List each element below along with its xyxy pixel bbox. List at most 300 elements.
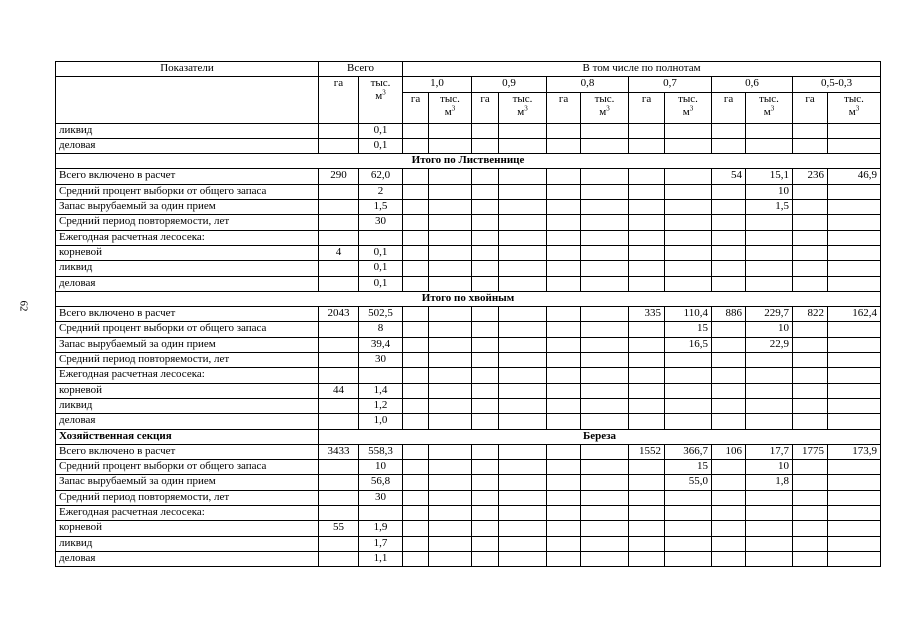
table-cell <box>499 215 547 230</box>
table-cell <box>581 536 629 551</box>
table-row <box>56 460 881 475</box>
table-cell: 30 <box>359 353 403 368</box>
table-cell <box>499 200 547 215</box>
table-row <box>56 490 881 505</box>
table-cell: 15,1 <box>746 169 793 184</box>
table-cell <box>429 475 472 490</box>
table-cell <box>403 123 429 138</box>
table-cell <box>712 506 746 521</box>
table-cell: 1,8 <box>746 475 793 490</box>
table-cell <box>472 506 499 521</box>
table-row <box>56 138 881 153</box>
table-cell <box>665 215 712 230</box>
header-total-volume: тыс. $м^3$ <box>359 77 403 123</box>
table-cell <box>319 506 359 521</box>
table-cell: 1,7 <box>359 536 403 551</box>
table-cell <box>472 322 499 337</box>
table-cell <box>712 245 746 260</box>
table-cell <box>547 521 581 536</box>
table-cell <box>793 337 828 352</box>
table-cell <box>712 490 746 505</box>
table-cell <box>429 276 472 291</box>
row-label: Запас вырубаемый за один прием <box>56 200 319 215</box>
header-unit-ha: га <box>712 92 746 123</box>
table-cell <box>629 383 665 398</box>
table-cell <box>581 276 629 291</box>
table-cell <box>665 506 712 521</box>
table-cell <box>319 184 359 199</box>
table-cell <box>429 368 472 383</box>
table-cell <box>746 383 793 398</box>
table-cell <box>629 475 665 490</box>
table-cell <box>581 460 629 475</box>
table-cell <box>793 383 828 398</box>
table-cell: 10 <box>746 322 793 337</box>
table-cell: 366,7 <box>665 444 712 459</box>
table-row <box>56 276 881 291</box>
row-label: ликвид <box>56 536 319 551</box>
table-row <box>56 506 881 521</box>
table-cell <box>403 383 429 398</box>
table-cell <box>499 245 547 260</box>
table-cell <box>547 414 581 429</box>
table-cell <box>746 123 793 138</box>
section-row <box>56 429 881 444</box>
table-cell <box>712 398 746 413</box>
table-cell <box>746 138 793 153</box>
table-cell <box>581 230 629 245</box>
table-cell <box>665 398 712 413</box>
table-cell <box>403 245 429 260</box>
table-cell <box>712 230 746 245</box>
table-cell <box>429 215 472 230</box>
table-cell <box>665 184 712 199</box>
header-density-1: 1,0 <box>403 77 472 92</box>
section-title: Итого по Лиственнице <box>56 154 881 169</box>
table-cell <box>499 475 547 490</box>
table-cell <box>499 490 547 505</box>
header-unit-ha: га <box>403 92 429 123</box>
table-cell <box>828 506 881 521</box>
table-cell <box>712 383 746 398</box>
row-label: Средний процент выборки от общего запаса <box>56 184 319 199</box>
row-label: деловая <box>56 276 319 291</box>
table-cell <box>499 184 547 199</box>
header-unit-ha: га <box>472 92 499 123</box>
table-cell <box>629 368 665 383</box>
table-cell <box>319 215 359 230</box>
table-cell <box>319 490 359 505</box>
table-cell <box>828 322 881 337</box>
table-cell <box>429 460 472 475</box>
table-cell: 1775 <box>793 444 828 459</box>
table-cell <box>499 551 547 566</box>
table-row <box>56 245 881 260</box>
row-label: корневой <box>56 521 319 536</box>
table-cell <box>547 475 581 490</box>
table-row <box>56 368 881 383</box>
table-cell <box>712 200 746 215</box>
table-cell <box>581 169 629 184</box>
table-cell <box>629 230 665 245</box>
table-row <box>56 322 881 337</box>
table-cell <box>828 230 881 245</box>
header-unit-ha: га <box>547 92 581 123</box>
table-cell <box>472 123 499 138</box>
table-cell: 502,5 <box>359 307 403 322</box>
table-cell: 39,4 <box>359 337 403 352</box>
table-cell <box>319 475 359 490</box>
row-label: деловая <box>56 414 319 429</box>
table-cell <box>359 230 403 245</box>
table-cell <box>629 261 665 276</box>
table-cell <box>746 245 793 260</box>
table-cell <box>547 123 581 138</box>
table-cell: 4 <box>319 245 359 260</box>
table-cell: 1552 <box>629 444 665 459</box>
table-cell <box>472 230 499 245</box>
table-cell <box>429 123 472 138</box>
table-cell <box>472 398 499 413</box>
table-cell <box>403 475 429 490</box>
table-cell <box>547 184 581 199</box>
table-cell <box>665 276 712 291</box>
table-row <box>56 230 881 245</box>
table-cell: 8 <box>359 322 403 337</box>
table-cell <box>429 551 472 566</box>
row-label: деловая <box>56 138 319 153</box>
table-cell: 1,5 <box>746 200 793 215</box>
table-cell <box>793 200 828 215</box>
header-density-2: 0,9 <box>472 77 547 92</box>
table-cell <box>828 475 881 490</box>
table-cell: 106 <box>712 444 746 459</box>
table-cell <box>793 138 828 153</box>
table-cell <box>746 230 793 245</box>
table-cell <box>665 261 712 276</box>
table-row <box>56 337 881 352</box>
header-unit-ha: га <box>793 92 828 123</box>
table-cell <box>665 123 712 138</box>
table-cell <box>629 536 665 551</box>
table-cell: 1,2 <box>359 398 403 413</box>
table-cell <box>403 322 429 337</box>
table-cell <box>746 398 793 413</box>
table-cell <box>429 307 472 322</box>
table-cell: 55 <box>319 521 359 536</box>
section-row <box>56 291 881 306</box>
table-cell <box>403 215 429 230</box>
table-cell <box>828 536 881 551</box>
header-unit-ha: га <box>629 92 665 123</box>
table-cell <box>429 138 472 153</box>
table-cell <box>472 307 499 322</box>
table-cell <box>499 123 547 138</box>
table-cell <box>629 398 665 413</box>
table-cell <box>712 475 746 490</box>
table-cell <box>581 138 629 153</box>
header-row-1 <box>56 62 881 77</box>
table-cell <box>472 444 499 459</box>
table-cell <box>712 261 746 276</box>
table-cell <box>499 368 547 383</box>
table-cell <box>793 536 828 551</box>
table-cell <box>828 414 881 429</box>
header-unit-volume: тыс. $м^3$ <box>746 92 793 123</box>
table-cell <box>472 383 499 398</box>
row-label: Ежегодная расчетная лесосека: <box>56 230 319 245</box>
table-cell <box>429 169 472 184</box>
table-cell <box>828 215 881 230</box>
table-cell <box>403 307 429 322</box>
table-cell <box>547 215 581 230</box>
table-cell <box>547 536 581 551</box>
table-cell <box>581 551 629 566</box>
table-row <box>56 123 881 138</box>
table-cell <box>472 521 499 536</box>
table-cell <box>472 414 499 429</box>
table-cell: 886 <box>712 307 746 322</box>
table-cell <box>319 123 359 138</box>
table-cell: 46,9 <box>828 169 881 184</box>
table-row <box>56 383 881 398</box>
table-cell <box>403 460 429 475</box>
table-cell <box>665 138 712 153</box>
row-label: Средний период повторяемости, лет <box>56 490 319 505</box>
table-cell <box>793 353 828 368</box>
table-cell: 2043 <box>319 307 359 322</box>
table-cell: 290 <box>319 169 359 184</box>
table-cell <box>665 414 712 429</box>
table-cell <box>547 261 581 276</box>
table-cell: 30 <box>359 490 403 505</box>
row-label: Средний период повторяемости, лет <box>56 215 319 230</box>
table-cell <box>319 398 359 413</box>
table-cell <box>581 261 629 276</box>
table-cell <box>629 490 665 505</box>
table-cell <box>665 245 712 260</box>
table-cell: 1,1 <box>359 551 403 566</box>
row-label: Средний период повторяемости, лет <box>56 353 319 368</box>
table-cell <box>499 414 547 429</box>
header-by-density: В том числе по полнотам <box>403 62 881 77</box>
table-cell <box>828 490 881 505</box>
table-cell <box>429 536 472 551</box>
table-row <box>56 200 881 215</box>
table-cell <box>403 398 429 413</box>
header-indicators: Показатели <box>56 62 319 77</box>
table-cell <box>629 506 665 521</box>
table-cell <box>629 414 665 429</box>
table-cell <box>793 521 828 536</box>
table-cell: 17,7 <box>746 444 793 459</box>
table-cell <box>629 353 665 368</box>
table-cell <box>828 184 881 199</box>
table-cell <box>429 383 472 398</box>
table-cell <box>403 337 429 352</box>
table-cell <box>319 414 359 429</box>
table-row <box>56 261 881 276</box>
table-cell <box>712 414 746 429</box>
header-unit-volume: тыс. $м^3$ <box>665 92 712 123</box>
table-cell <box>547 444 581 459</box>
table-cell <box>429 322 472 337</box>
table-cell <box>359 506 403 521</box>
header-unit-volume: тыс. $м^3$ <box>828 92 881 123</box>
table-cell <box>746 551 793 566</box>
table-cell <box>828 276 881 291</box>
table-cell <box>547 506 581 521</box>
table-cell <box>712 460 746 475</box>
table-row <box>56 215 881 230</box>
table-cell: 62,0 <box>359 169 403 184</box>
table-cell <box>499 230 547 245</box>
table-cell <box>712 322 746 337</box>
row-label: ликвид <box>56 261 319 276</box>
table-row <box>56 536 881 551</box>
table-cell <box>581 414 629 429</box>
table-cell <box>665 536 712 551</box>
table-cell <box>581 368 629 383</box>
table-cell: 173,9 <box>828 444 881 459</box>
section-label: Хозяйственная секция <box>56 429 319 444</box>
table-cell <box>499 353 547 368</box>
table-cell: 44 <box>319 383 359 398</box>
table-cell <box>472 200 499 215</box>
table-cell <box>746 261 793 276</box>
table-cell <box>472 353 499 368</box>
table-cell <box>499 276 547 291</box>
table-cell <box>581 353 629 368</box>
table-cell <box>403 230 429 245</box>
table-cell <box>793 551 828 566</box>
table-cell: 54 <box>712 169 746 184</box>
table-cell <box>429 521 472 536</box>
table-cell <box>319 276 359 291</box>
table-cell <box>828 138 881 153</box>
row-label: ликвид <box>56 123 319 138</box>
table-cell: 0,1 <box>359 123 403 138</box>
table-cell <box>472 368 499 383</box>
table-cell <box>581 307 629 322</box>
table-cell <box>472 276 499 291</box>
table-row <box>56 475 881 490</box>
row-label: Ежегодная расчетная лесосека: <box>56 368 319 383</box>
table-cell <box>403 444 429 459</box>
table-cell <box>547 169 581 184</box>
table-cell <box>712 353 746 368</box>
table-cell: 3433 <box>319 444 359 459</box>
table-cell <box>581 322 629 337</box>
table-cell <box>472 169 499 184</box>
table-cell <box>547 230 581 245</box>
table-cell <box>793 368 828 383</box>
table-cell <box>499 169 547 184</box>
forest-harvest-table <box>55 61 881 567</box>
table-cell <box>403 551 429 566</box>
table-cell <box>403 138 429 153</box>
table-cell <box>547 337 581 352</box>
table-cell: 229,7 <box>746 307 793 322</box>
table-cell <box>581 215 629 230</box>
table-cell <box>793 490 828 505</box>
table-cell <box>547 322 581 337</box>
table-cell <box>499 322 547 337</box>
table-cell <box>319 460 359 475</box>
table-cell <box>581 383 629 398</box>
table-cell <box>828 551 881 566</box>
table-cell <box>629 245 665 260</box>
table-cell <box>665 200 712 215</box>
table-cell <box>429 444 472 459</box>
header-unit-volume: тыс. $м^3$ <box>581 92 629 123</box>
table-cell <box>547 460 581 475</box>
table-cell: 236 <box>793 169 828 184</box>
table-cell <box>746 521 793 536</box>
table-cell <box>793 414 828 429</box>
row-label: Всего включено в расчет <box>56 307 319 322</box>
table-cell <box>793 398 828 413</box>
table-cell <box>581 444 629 459</box>
table-cell <box>547 138 581 153</box>
table-cell <box>665 353 712 368</box>
row-label: Всего включено в расчет <box>56 444 319 459</box>
table-cell <box>581 490 629 505</box>
table-cell <box>581 245 629 260</box>
table-cell <box>746 414 793 429</box>
table-cell <box>319 337 359 352</box>
table-cell <box>746 353 793 368</box>
table-cell <box>472 551 499 566</box>
table-cell <box>629 276 665 291</box>
table-cell <box>828 261 881 276</box>
table-cell <box>429 200 472 215</box>
header-density-5: 0,6 <box>712 77 793 92</box>
table-cell <box>472 460 499 475</box>
row-label: ликвид <box>56 398 319 413</box>
table-cell <box>429 398 472 413</box>
table-cell: 10 <box>746 460 793 475</box>
table-cell <box>472 215 499 230</box>
table-cell <box>828 383 881 398</box>
table-row <box>56 414 881 429</box>
table-cell <box>499 536 547 551</box>
table-cell: 162,4 <box>828 307 881 322</box>
table-cell <box>472 475 499 490</box>
table-cell <box>547 276 581 291</box>
table-cell <box>429 414 472 429</box>
table-cell <box>472 490 499 505</box>
table-cell <box>581 521 629 536</box>
table-cell <box>547 490 581 505</box>
table-cell: 0,1 <box>359 261 403 276</box>
table-cell <box>665 490 712 505</box>
table-cell <box>828 245 881 260</box>
table-cell <box>547 245 581 260</box>
table-cell: 0,1 <box>359 276 403 291</box>
table-cell <box>472 138 499 153</box>
table-cell <box>403 353 429 368</box>
table-cell <box>429 261 472 276</box>
table-cell <box>793 475 828 490</box>
table-row <box>56 169 881 184</box>
section-title: Береза <box>319 429 881 444</box>
table-cell <box>746 536 793 551</box>
table-cell <box>828 398 881 413</box>
table-cell <box>712 184 746 199</box>
table-cell <box>828 353 881 368</box>
header-unit-volume: тыс. $м^3$ <box>499 92 547 123</box>
